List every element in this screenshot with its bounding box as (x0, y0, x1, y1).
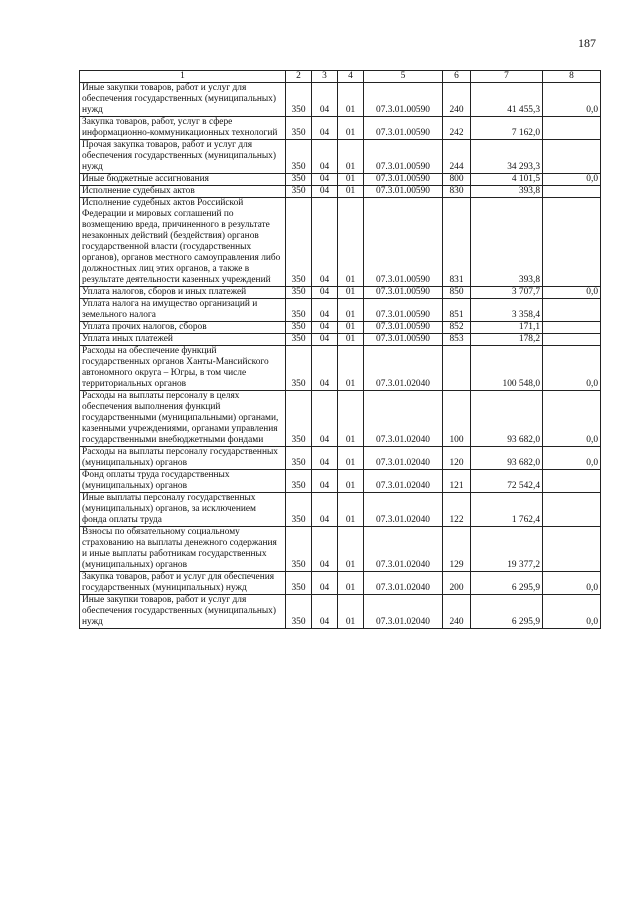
col-2-cell: 350 (286, 174, 312, 186)
col-4-cell: 01 (338, 334, 364, 346)
header-cell: 7 (471, 71, 543, 83)
col-6-cell: 122 (443, 493, 471, 527)
header-cell: 6 (443, 71, 471, 83)
col-3-cell: 04 (312, 83, 338, 117)
col-2-cell: 350 (286, 299, 312, 322)
col-4-cell: 01 (338, 287, 364, 299)
col-4-cell: 01 (338, 83, 364, 117)
col-2-cell: 350 (286, 346, 312, 391)
col-4-cell: 01 (338, 470, 364, 493)
col-6-cell: 100 (443, 391, 471, 447)
col-3-cell: 04 (312, 287, 338, 299)
col-8-cell (543, 322, 601, 334)
col-5-cell: 07.3.01.02040 (364, 493, 443, 527)
col-2-cell: 350 (286, 83, 312, 117)
col-7-cell: 6 295,9 (471, 595, 543, 629)
table-row (80, 346, 601, 391)
col-5-cell: 07.3.01.02040 (364, 527, 443, 572)
col-8-cell: 0,0 (543, 287, 601, 299)
col-4-cell: 01 (338, 299, 364, 322)
col-2-cell: 350 (286, 117, 312, 140)
col-6-cell: 853 (443, 334, 471, 346)
col-4-cell: 01 (338, 527, 364, 572)
col-8-cell: 0,0 (543, 572, 601, 595)
row-name-cell: Расходы на выплаты персоналу в целях обеспечения выполнения функций государственными (муниципальными) органами, казенными учреждениями, органами управления государственными внебюджетными фондами (80, 391, 286, 447)
col-7-cell: 6 295,9 (471, 572, 543, 595)
table-row (80, 527, 601, 572)
col-3-cell: 04 (312, 198, 338, 287)
row-name-cell: Исполнение судебных актов Российской Федерации и мировых соглашений по возмещению вреда, причиненного в результате незаконных действий (бездействия) органов государственной власти (государственных органов), органов местного самоуправления либо должностных лиц этих органов, а также в результате деятельности казенных учреждений (80, 198, 286, 287)
col-7-cell: 93 682,0 (471, 447, 543, 470)
col-4-cell: 01 (338, 493, 364, 527)
row-name-cell: Прочая закупка товаров, работ и услуг для обеспечения государственных (муниципальных) нужд (80, 140, 286, 174)
col-8-cell (543, 334, 601, 346)
budget-table (79, 70, 601, 629)
col-3-cell: 04 (312, 174, 338, 186)
col-5-cell: 07.3.01.00590 (364, 186, 443, 198)
col-5-cell: 07.3.01.02040 (364, 447, 443, 470)
table-row (80, 140, 601, 174)
col-3-cell: 04 (312, 186, 338, 198)
col-2-cell: 350 (286, 334, 312, 346)
table-row (80, 391, 601, 447)
col-2-cell: 350 (286, 287, 312, 299)
col-3-cell: 04 (312, 346, 338, 391)
col-6-cell: 120 (443, 447, 471, 470)
col-7-cell: 4 101,5 (471, 174, 543, 186)
col-2-cell: 350 (286, 572, 312, 595)
col-8-cell: 0,0 (543, 83, 601, 117)
col-7-cell: 1 762,4 (471, 493, 543, 527)
col-6-cell: 121 (443, 470, 471, 493)
row-name-cell: Закупка товаров, работ и услуг для обеспечения государственных (муниципальных) нужд (80, 572, 286, 595)
table-row (80, 83, 601, 117)
col-3-cell: 04 (312, 595, 338, 629)
col-5-cell: 07.3.01.00590 (364, 198, 443, 287)
table-row (80, 198, 601, 287)
row-name-cell: Взносы по обязательному социальному страхованию на выплаты денежного содержания и иные выплаты работникам государственных (муниципальных) органов (80, 527, 286, 572)
table-row (80, 174, 601, 186)
row-name-cell: Уплата налогов, сборов и иных платежей (80, 287, 286, 299)
col-4-cell: 01 (338, 572, 364, 595)
col-7-cell: 34 293,3 (471, 140, 543, 174)
col-4-cell: 01 (338, 186, 364, 198)
col-6-cell (443, 346, 471, 391)
col-3-cell: 04 (312, 334, 338, 346)
col-2-cell: 350 (286, 527, 312, 572)
col-2-cell: 350 (286, 198, 312, 287)
col-3-cell: 04 (312, 572, 338, 595)
col-6-cell: 852 (443, 322, 471, 334)
col-7-cell: 3 707,7 (471, 287, 543, 299)
row-name-cell: Уплата иных платежей (80, 334, 286, 346)
col-3-cell: 04 (312, 527, 338, 572)
col-2-cell: 350 (286, 186, 312, 198)
table-row (80, 447, 601, 470)
table-row (80, 322, 601, 334)
col-8-cell (543, 186, 601, 198)
row-name-cell: Иные выплаты персоналу государственных (муниципальных) органов, за исключением фонда оплаты труда (80, 493, 286, 527)
col-7-cell: 7 162,0 (471, 117, 543, 140)
col-6-cell: 831 (443, 198, 471, 287)
col-6-cell: 851 (443, 299, 471, 322)
col-8-cell (543, 527, 601, 572)
row-name-cell: Исполнение судебных актов (80, 186, 286, 198)
col-3-cell: 04 (312, 140, 338, 174)
row-name-cell: Уплата налога на имущество организаций и земельного налога (80, 299, 286, 322)
table-row (80, 595, 601, 629)
col-7-cell: 171,1 (471, 322, 543, 334)
col-7-cell: 178,2 (471, 334, 543, 346)
col-4-cell: 01 (338, 174, 364, 186)
row-name-cell: Иные закупки товаров, работ и услуг для обеспечения государственных (муниципальных) нужд (80, 595, 286, 629)
col-6-cell: 800 (443, 174, 471, 186)
col-8-cell (543, 140, 601, 174)
row-name-cell: Расходы на обеспечение функций государственных органов Ханты-Мансийского автономного округа – Югры, в том числе территориальных органов (80, 346, 286, 391)
col-8-cell (543, 470, 601, 493)
row-name-cell: Фонд оплаты труда государственных (муниципальных) органов (80, 470, 286, 493)
row-name-cell: Расходы на выплаты персоналу государственных (муниципальных) органов (80, 447, 286, 470)
col-2-cell: 350 (286, 470, 312, 493)
table-row (80, 334, 601, 346)
col-6-cell: 240 (443, 595, 471, 629)
col-8-cell (543, 299, 601, 322)
col-5-cell: 07.3.01.00590 (364, 117, 443, 140)
table-row (80, 572, 601, 595)
col-7-cell: 3 358,4 (471, 299, 543, 322)
col-5-cell: 07.3.01.00590 (364, 140, 443, 174)
header-cell: 3 (312, 71, 338, 83)
col-5-cell: 07.3.01.02040 (364, 346, 443, 391)
col-3-cell: 04 (312, 470, 338, 493)
col-5-cell: 07.3.01.00590 (364, 83, 443, 117)
col-3-cell: 04 (312, 299, 338, 322)
col-7-cell: 100 548,0 (471, 346, 543, 391)
header-cell: 4 (338, 71, 364, 83)
col-8-cell: 0,0 (543, 346, 601, 391)
col-4-cell: 01 (338, 322, 364, 334)
col-2-cell: 350 (286, 447, 312, 470)
col-5-cell: 07.3.01.00590 (364, 174, 443, 186)
col-8-cell: 0,0 (543, 174, 601, 186)
row-name-cell: Иные бюджетные ассигнования (80, 174, 286, 186)
col-3-cell: 04 (312, 322, 338, 334)
col-8-cell (543, 493, 601, 527)
col-2-cell: 350 (286, 140, 312, 174)
header-row (80, 71, 601, 83)
col-7-cell: 393,8 (471, 186, 543, 198)
row-name-cell: Иные закупки товаров, работ и услуг для обеспечения государственных (муниципальных) нужд (80, 83, 286, 117)
col-7-cell: 72 542,4 (471, 470, 543, 493)
col-5-cell: 07.3.01.02040 (364, 391, 443, 447)
col-4-cell: 01 (338, 198, 364, 287)
header-cell: 1 (80, 71, 286, 83)
col-4-cell: 01 (338, 140, 364, 174)
col-8-cell: 0,0 (543, 391, 601, 447)
col-2-cell: 350 (286, 391, 312, 447)
col-6-cell: 129 (443, 527, 471, 572)
col-3-cell: 04 (312, 447, 338, 470)
table-row (80, 470, 601, 493)
table-row (80, 186, 601, 198)
col-5-cell: 07.3.01.02040 (364, 595, 443, 629)
col-6-cell: 850 (443, 287, 471, 299)
header-cell: 5 (364, 71, 443, 83)
col-6-cell: 242 (443, 117, 471, 140)
header-cell: 8 (543, 71, 601, 83)
col-3-cell: 04 (312, 391, 338, 447)
col-5-cell: 07.3.01.00590 (364, 287, 443, 299)
col-8-cell (543, 198, 601, 287)
row-name-cell: Уплата прочих налогов, сборов (80, 322, 286, 334)
header-cell: 2 (286, 71, 312, 83)
col-4-cell: 01 (338, 447, 364, 470)
col-3-cell: 04 (312, 117, 338, 140)
col-6-cell: 240 (443, 83, 471, 117)
col-5-cell: 07.3.01.00590 (364, 322, 443, 334)
col-2-cell: 350 (286, 493, 312, 527)
col-7-cell: 19 377,2 (471, 527, 543, 572)
col-7-cell: 93 682,0 (471, 391, 543, 447)
col-7-cell: 41 455,3 (471, 83, 543, 117)
col-4-cell: 01 (338, 595, 364, 629)
col-4-cell: 01 (338, 391, 364, 447)
table-row (80, 287, 601, 299)
table-row (80, 117, 601, 140)
table-row (80, 493, 601, 527)
table-row (80, 299, 601, 322)
col-5-cell: 07.3.01.00590 (364, 299, 443, 322)
table-body (80, 83, 601, 629)
col-5-cell: 07.3.01.00590 (364, 334, 443, 346)
col-2-cell: 350 (286, 595, 312, 629)
col-6-cell: 244 (443, 140, 471, 174)
col-8-cell: 0,0 (543, 447, 601, 470)
page-number: 187 (578, 36, 596, 50)
col-2-cell: 350 (286, 322, 312, 334)
col-3-cell: 04 (312, 493, 338, 527)
col-7-cell: 393,8 (471, 198, 543, 287)
col-4-cell: 01 (338, 346, 364, 391)
col-6-cell: 200 (443, 572, 471, 595)
col-5-cell: 07.3.01.02040 (364, 572, 443, 595)
col-8-cell: 0,0 (543, 595, 601, 629)
col-5-cell: 07.3.01.02040 (364, 470, 443, 493)
col-4-cell: 01 (338, 117, 364, 140)
col-8-cell (543, 117, 601, 140)
row-name-cell: Закупка товаров, работ, услуг в сфере информационно-коммуникационных технологий (80, 117, 286, 140)
col-6-cell: 830 (443, 186, 471, 198)
